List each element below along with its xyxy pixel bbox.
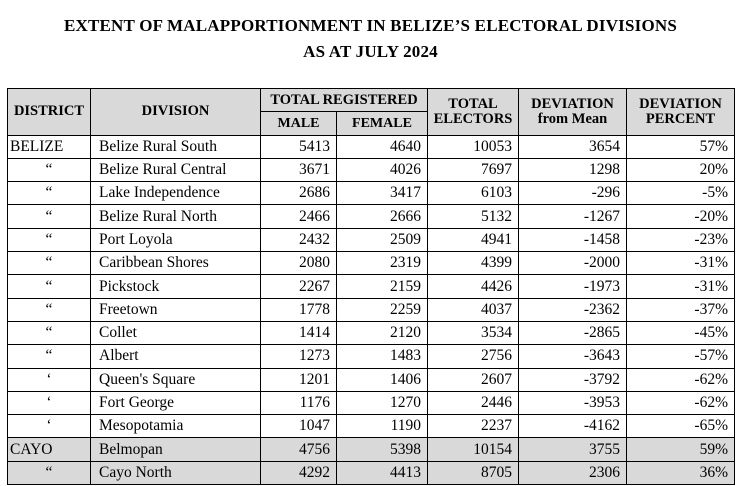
header-deviation-mean xyxy=(519,89,627,136)
total-electors-cell: 4037 xyxy=(428,298,519,321)
table-row xyxy=(8,252,735,275)
table-row xyxy=(8,135,735,158)
deviation-percent-cell: -20% xyxy=(627,205,735,228)
deviation-cell: -3953 xyxy=(519,391,627,414)
page-subtitle: AS AT JULY 2024 xyxy=(303,42,438,61)
deviation-cell: 3654 xyxy=(519,135,627,158)
header-district: DISTRICT xyxy=(8,89,91,136)
total-electors-cell: 10053 xyxy=(428,135,519,158)
female-cell: 2120 xyxy=(337,321,428,344)
header-female: FEMALE xyxy=(337,112,428,135)
deviation-cell: 3755 xyxy=(519,438,627,461)
total-electors-cell: 2756 xyxy=(428,345,519,368)
table-row xyxy=(8,391,735,414)
female-cell: 1190 xyxy=(337,415,428,438)
district-cell: BELIZE xyxy=(8,135,91,158)
deviation-cell: 2306 xyxy=(519,461,627,484)
header-total-electors-line2: ELECTORS xyxy=(433,110,513,127)
deviation-percent-cell: -31% xyxy=(627,275,735,298)
district-cell: ‘ xyxy=(8,415,91,438)
table-row xyxy=(8,275,735,298)
deviation-percent-cell: -45% xyxy=(627,321,735,344)
deviation-cell: -3792 xyxy=(519,368,627,391)
deviation-percent-cell: -65% xyxy=(627,415,735,438)
total-electors-cell: 3534 xyxy=(428,321,519,344)
division-cell: Belize Rural South xyxy=(91,135,261,158)
header-deviation-percent xyxy=(627,89,735,136)
header-deviation-percent-line1: DEVIATION xyxy=(639,95,722,112)
deviation-cell: -3643 xyxy=(519,345,627,368)
total-electors-cell: 5132 xyxy=(428,205,519,228)
male-cell: 4756 xyxy=(261,438,337,461)
female-cell: 4640 xyxy=(337,135,428,158)
division-cell: Caribbean Shores xyxy=(91,252,261,275)
female-cell: 3417 xyxy=(337,182,428,205)
district-cell: “ xyxy=(8,298,91,321)
male-cell: 1414 xyxy=(261,321,337,344)
district-cell: “ xyxy=(8,158,91,181)
male-cell: 1273 xyxy=(261,345,337,368)
male-cell: 4292 xyxy=(261,461,337,484)
division-cell: Port Loyola xyxy=(91,228,261,251)
male-cell: 1176 xyxy=(261,391,337,414)
deviation-cell: -1267 xyxy=(519,205,627,228)
district-cell: ‘ xyxy=(8,391,91,414)
header-male: MALE xyxy=(261,112,337,135)
division-cell: Pickstock xyxy=(91,275,261,298)
deviation-percent-cell: 20% xyxy=(627,158,735,181)
table-body xyxy=(8,135,735,484)
deviation-cell: -4162 xyxy=(519,415,627,438)
female-cell: 2319 xyxy=(337,252,428,275)
division-cell: Lake Independence xyxy=(91,182,261,205)
male-cell: 1047 xyxy=(261,415,337,438)
header-deviation-mean-line1: DEVIATION xyxy=(531,95,614,112)
table-row xyxy=(8,368,735,391)
male-cell: 2432 xyxy=(261,228,337,251)
total-electors-cell: 10154 xyxy=(428,438,519,461)
total-electors-cell: 4399 xyxy=(428,252,519,275)
deviation-cell: -2865 xyxy=(519,321,627,344)
deviation-percent-cell: -31% xyxy=(627,252,735,275)
deviation-percent-cell: -37% xyxy=(627,298,735,321)
total-electors-cell: 7697 xyxy=(428,158,519,181)
division-cell: Queen's Square xyxy=(91,368,261,391)
header-total-electors xyxy=(428,89,519,136)
district-cell: “ xyxy=(8,182,91,205)
female-cell: 2509 xyxy=(337,228,428,251)
division-cell: Belize Rural North xyxy=(91,205,261,228)
header-total-electors-line1: TOTAL xyxy=(448,95,498,112)
page-title: EXTENT OF MALAPPORTIONMENT IN BELIZE’S ELECTORAL DIVISIONS xyxy=(63,16,678,35)
district-cell: “ xyxy=(8,275,91,298)
total-electors-cell: 6103 xyxy=(428,182,519,205)
total-electors-cell: 2446 xyxy=(428,391,519,414)
male-cell: 2466 xyxy=(261,205,337,228)
female-cell: 4026 xyxy=(337,158,428,181)
division-cell: Belize Rural Central xyxy=(91,158,261,181)
district-cell: “ xyxy=(8,461,91,484)
male-cell: 2267 xyxy=(261,275,337,298)
total-electors-cell: 2607 xyxy=(428,368,519,391)
female-cell: 5398 xyxy=(337,438,428,461)
female-cell: 1270 xyxy=(337,391,428,414)
deviation-cell: -296 xyxy=(519,182,627,205)
deviation-percent-cell: -5% xyxy=(627,182,735,205)
district-cell: “ xyxy=(8,228,91,251)
male-cell: 2080 xyxy=(261,252,337,275)
district-cell: ‘ xyxy=(8,368,91,391)
deviation-cell: -1458 xyxy=(519,228,627,251)
district-cell: CAYO xyxy=(8,438,91,461)
table-row xyxy=(8,298,735,321)
deviation-cell: -2362 xyxy=(519,298,627,321)
deviation-cell: -2000 xyxy=(519,252,627,275)
male-cell: 1201 xyxy=(261,368,337,391)
female-cell: 4413 xyxy=(337,461,428,484)
division-cell: Belmopan xyxy=(91,438,261,461)
header-division: DIVISION xyxy=(91,89,261,136)
malapportionment-table xyxy=(7,88,735,485)
male-cell: 2686 xyxy=(261,182,337,205)
total-electors-cell: 2237 xyxy=(428,415,519,438)
deviation-percent-cell: 59% xyxy=(627,438,735,461)
male-cell: 5413 xyxy=(261,135,337,158)
header-deviation-mean-line2: from Mean xyxy=(537,110,608,127)
table-row xyxy=(8,461,735,484)
table-row xyxy=(8,345,735,368)
deviation-percent-cell: -62% xyxy=(627,368,735,391)
male-cell: 1778 xyxy=(261,298,337,321)
district-cell: “ xyxy=(8,252,91,275)
female-cell: 1483 xyxy=(337,345,428,368)
deviation-percent-cell: -57% xyxy=(627,345,735,368)
table-row xyxy=(8,438,735,461)
division-cell: Collet xyxy=(91,321,261,344)
division-cell: Freetown xyxy=(91,298,261,321)
female-cell: 1406 xyxy=(337,368,428,391)
deviation-percent-cell: 36% xyxy=(627,461,735,484)
header-deviation-percent-line2: PERCENT xyxy=(645,110,716,127)
district-cell: “ xyxy=(8,321,91,344)
total-electors-cell: 4426 xyxy=(428,275,519,298)
district-cell: “ xyxy=(8,205,91,228)
deviation-percent-cell: -62% xyxy=(627,391,735,414)
table-row xyxy=(8,158,735,181)
deviation-cell: 1298 xyxy=(519,158,627,181)
female-cell: 2159 xyxy=(337,275,428,298)
table-row xyxy=(8,228,735,251)
table-row xyxy=(8,205,735,228)
deviation-percent-cell: -23% xyxy=(627,228,735,251)
table-row xyxy=(8,415,735,438)
total-electors-cell: 4941 xyxy=(428,228,519,251)
district-cell: “ xyxy=(8,345,91,368)
division-cell: Cayo North xyxy=(91,461,261,484)
female-cell: 2666 xyxy=(337,205,428,228)
division-cell: Mesopotamia xyxy=(91,415,261,438)
table-row xyxy=(8,182,735,205)
male-cell: 3671 xyxy=(261,158,337,181)
female-cell: 2259 xyxy=(337,298,428,321)
division-cell: Albert xyxy=(91,345,261,368)
table-row xyxy=(8,321,735,344)
header-total-registered: TOTAL REGISTERED xyxy=(261,89,428,112)
division-cell: Fort George xyxy=(91,391,261,414)
deviation-percent-cell: 57% xyxy=(627,135,735,158)
total-electors-cell: 8705 xyxy=(428,461,519,484)
deviation-cell: -1973 xyxy=(519,275,627,298)
